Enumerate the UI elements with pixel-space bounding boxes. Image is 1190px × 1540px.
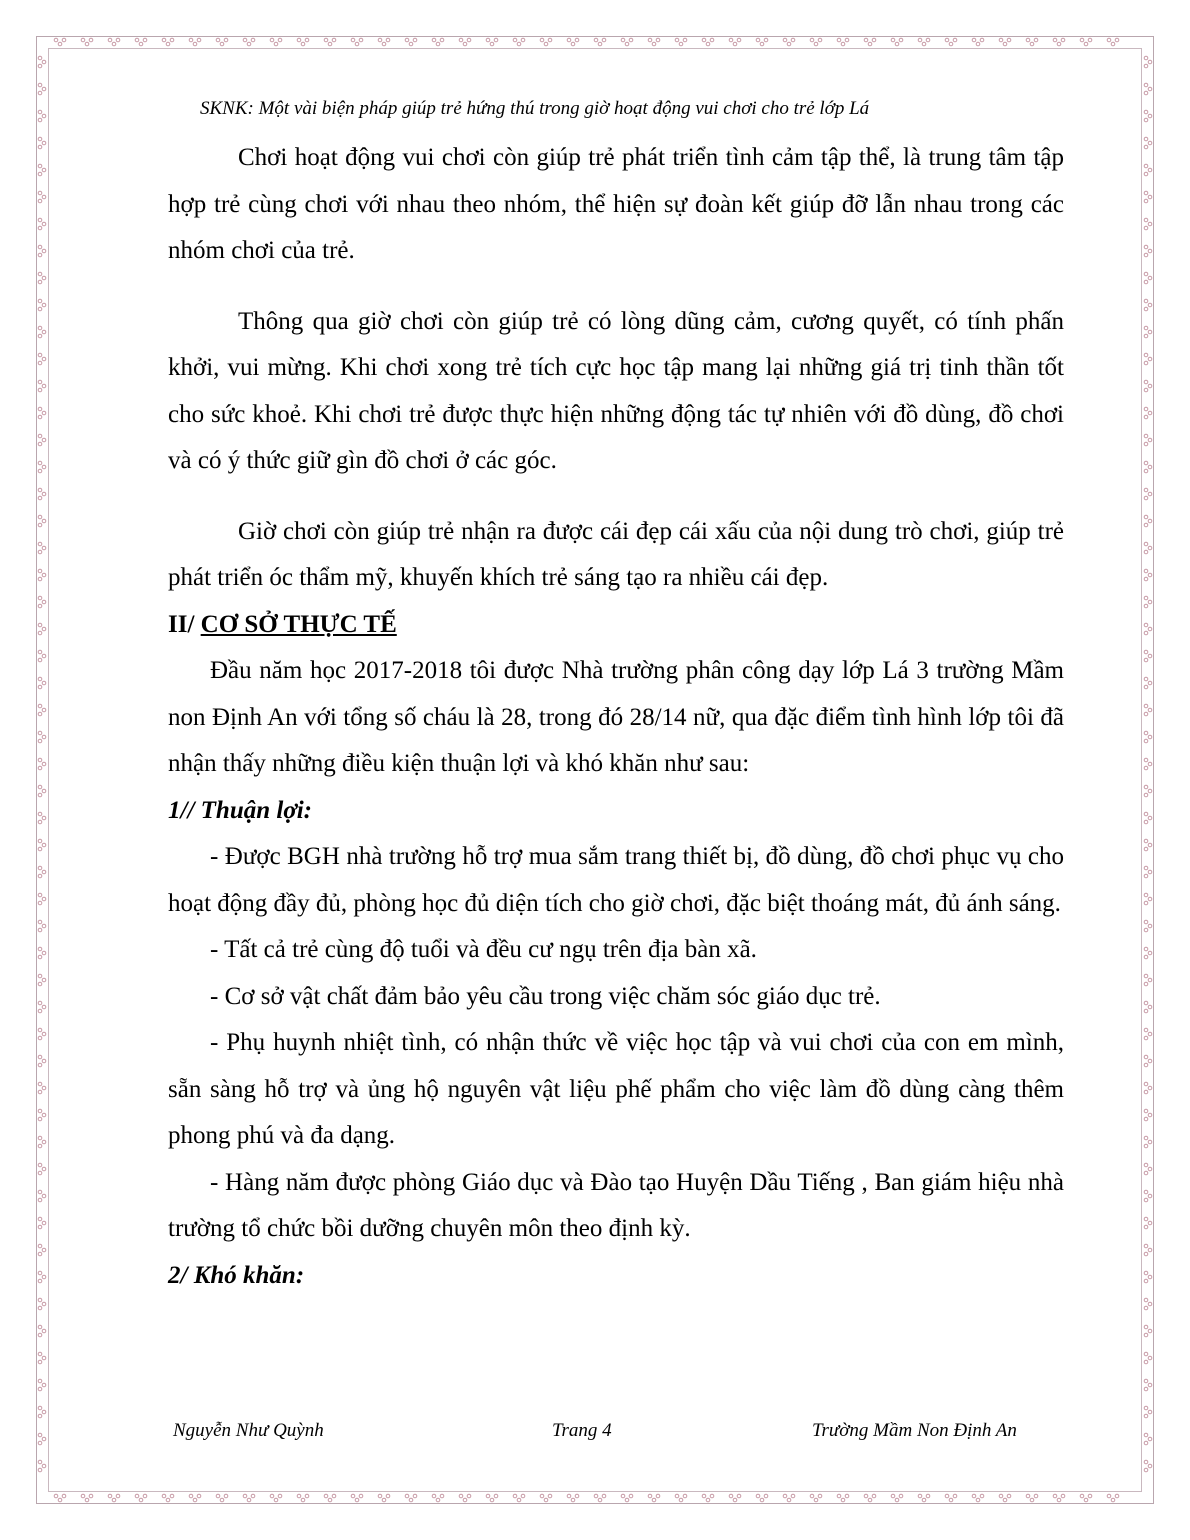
paragraph-1: Chơi hoạt động vui chơi còn giúp trẻ phát triển tình cảm tập thể, là trung tâm tập hợp trẻ cùng chơi với nhau theo nhóm, thể hiện sự đoàn kết giúp đỡ lẫn nhau trong các nhóm chơi của trẻ. bbox=[168, 144, 1064, 264]
advantage-item-5: - Hàng năm được phòng Giáo dục và Đào tạo Huyện Dầu Tiếng , Ban giám hiệu nhà trường tổ chức bồi dưỡng chuyên môn theo định kỳ. bbox=[168, 1168, 1064, 1242]
document-body bbox=[168, 135, 1064, 1299]
running-header: SKNK: Một vài biện pháp giúp trẻ hứng thú trong giờ hoạt động vui chơi cho trẻ lớp Lá bbox=[200, 98, 870, 119]
footer-page-number: Trang 4 bbox=[552, 1420, 612, 1441]
paragraph-2: Thông qua giờ chơi còn giúp trẻ có lòng dũng cảm, cương quyết, có tính phấn khởi, vui mừng. Khi chơi xong trẻ tích cực học tập mang lại những giá trị tinh thần tốt cho sức khoẻ. Khi chơi trẻ được thực hiện những động tác tự nhiên với đồ dùng, đồ chơi và có ý thức giữ gìn đồ chơi ở các góc. bbox=[168, 307, 1064, 474]
footer-school: Trường Mầm Non Định An bbox=[812, 1420, 1017, 1441]
advantages-heading: 1// Thuận lợi: bbox=[168, 796, 313, 824]
advantage-item-2: - Tất cả trẻ cùng độ tuổi và đều cư ngụ trên địa bàn xã. bbox=[210, 936, 757, 963]
advantage-item-4: - Phụ huynh nhiệt tình, có nhận thức về việc học tập và vui chơi của con em mình, sẵn sàng hỗ trợ và ủng hộ nguyên vật liệu phế phẩm cho việc làm đồ dùng càng thêm phong phú và đa dạng. bbox=[168, 1029, 1064, 1149]
paragraph-3: Giờ chơi còn giúp trẻ nhận ra được cái đẹp cái xấu của nội dung trò chơi, giúp trẻ phát triển óc thẩm mỹ, khuyến khích trẻ sáng tạo ra nhiều cái đẹp. bbox=[168, 517, 1064, 591]
section-title: CƠ SỞ THỰC TẾ bbox=[200, 610, 397, 638]
footer-author: Nguyễn Như Quỳnh bbox=[173, 1420, 324, 1441]
advantage-item-3: - Cơ sở vật chất đảm bảo yêu cầu trong việc chăm sóc giáo dục trẻ. bbox=[210, 982, 881, 1010]
section-prefix: II/ bbox=[168, 610, 201, 638]
advantage-item-1: - Được BGH nhà trường hỗ trợ mua sắm trang thiết bị, đồ dùng, đồ chơi phục vụ cho hoạt động đầy đủ, phòng học đủ diện tích cho giờ chơi, đặc biệt thoáng mát, đủ ánh sáng. bbox=[168, 843, 1064, 917]
difficulties-heading: 2/ Khó khăn: bbox=[168, 1261, 305, 1289]
section-heading bbox=[168, 602, 1064, 649]
section-intro: Đầu năm học 2017-2018 tôi được Nhà trường phân công dạy lớp Lá 3 trường Mầm non Định An với tổng số cháu là 28, trong đó 28/14 nữ, qua đặc điểm tình hình lớp tôi đã nhận thấy những điều kiện thuận lợi và khó khăn như sau: bbox=[168, 657, 1064, 777]
